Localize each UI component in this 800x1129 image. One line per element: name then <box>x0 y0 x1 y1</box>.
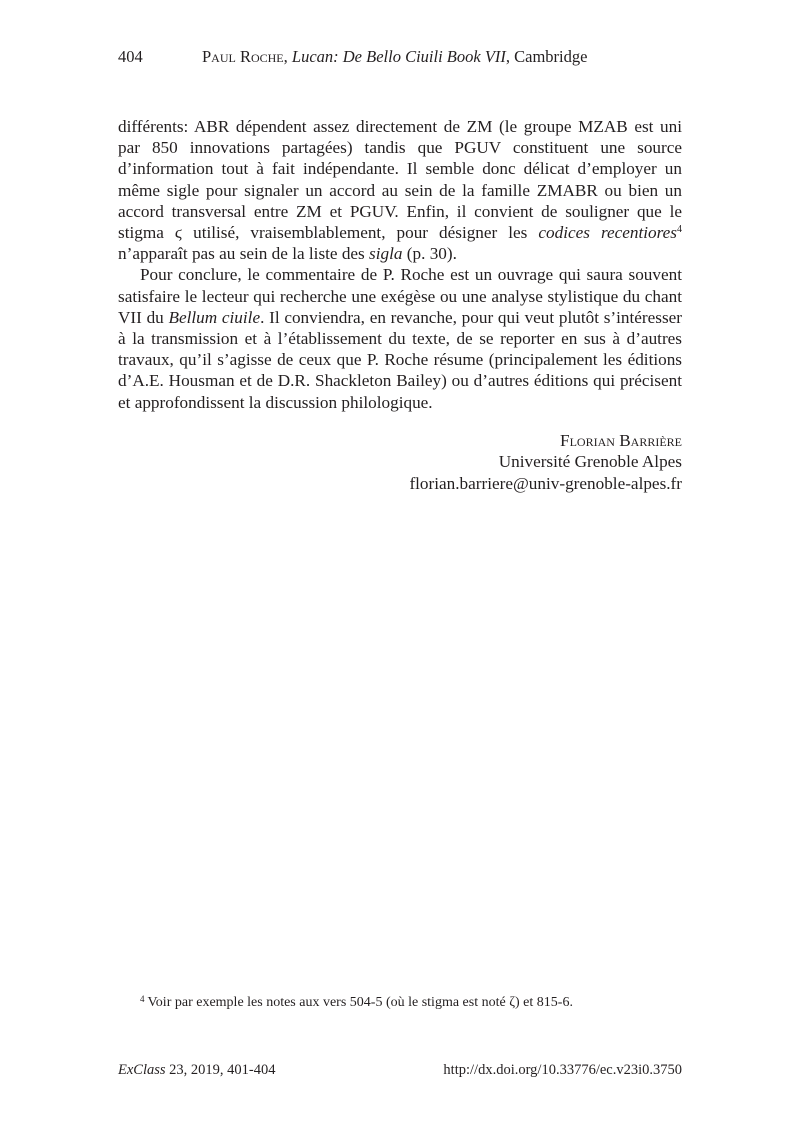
footnote-number: 4 <box>140 994 145 1004</box>
stigma-glyph: ϛ <box>174 223 183 243</box>
reviewed-book-title: Lucan: De Bello Ciuili Book VII <box>291 47 506 66</box>
reviewer-name: Florian Barrière <box>560 431 682 450</box>
page-number: 404 <box>118 47 143 66</box>
paragraph-1: différents: ABR dépendent assez directement de ZM (le groupe MZAB est uni par 850 innovations partagées) tandis que PGUV constituent une source d’information tout à fait indépendante. Il semble donc délicat d’employer un même sigle pour signaler un accord au sein de la famille ZMABR ou bien un accord transversal entre ZM et PGUV. Enfin, il convient de souligner que le stigma ϛ utilisé, vraisemblablement, pour désigner les codices recentiores$^4$ n’apparaît pas au sein de la liste des sigla (p. 30). <box>118 117 682 264</box>
reviewer-email[interactable]: florian.barriere@univ-grenoble-alpes.fr <box>409 473 682 493</box>
footnote-ref-4[interactable]: 4 <box>677 224 682 236</box>
reviewer-signature <box>118 430 682 494</box>
doi-link[interactable]: http://dx.doi.org/10.33776/ec.v23i0.3750 <box>443 1062 682 1078</box>
zeta-glyph: ζ <box>509 995 516 1010</box>
reviewed-author: Paul Roche <box>202 47 284 66</box>
journal-name: ExClass <box>118 1062 166 1078</box>
paragraph-2: Pour conclure, le commentaire de P. Roche est un ouvrage qui saura souvent satisfaire le lecteur qui recherche une exégèse ou une analyse stylistique du chant VII du Bellum ciuile. Il conviendra, en revanche, pour qui veut plutôt s’intéresser à la transmission et à l’établissement du texte, de se reporter en sus à d’autres travaux, qu’il s’agisse de ceux que P. Roche résume (principalement les éditions d’A.E. Housman et de D.R. Shackleton Bailey) ou d’autres éditions qui précisent et approfondissent la discussion philologique. <box>118 265 682 412</box>
reviewer-affiliation: Université Grenoble Alpes <box>498 452 682 472</box>
journal-citation: ExClass 23, 2019, 401-404 <box>118 1062 276 1078</box>
footnote-4: $^4$ Voir par exemple les notes aux vers 504-5 (où le stigma est noté ζ) et 815-6. <box>140 994 573 1010</box>
publisher: , Cambridge <box>505 47 588 66</box>
body-text <box>118 116 682 413</box>
running-title: Paul Roche, Lucan: De Bello Ciuili Book VII, Cambridge <box>202 47 588 66</box>
